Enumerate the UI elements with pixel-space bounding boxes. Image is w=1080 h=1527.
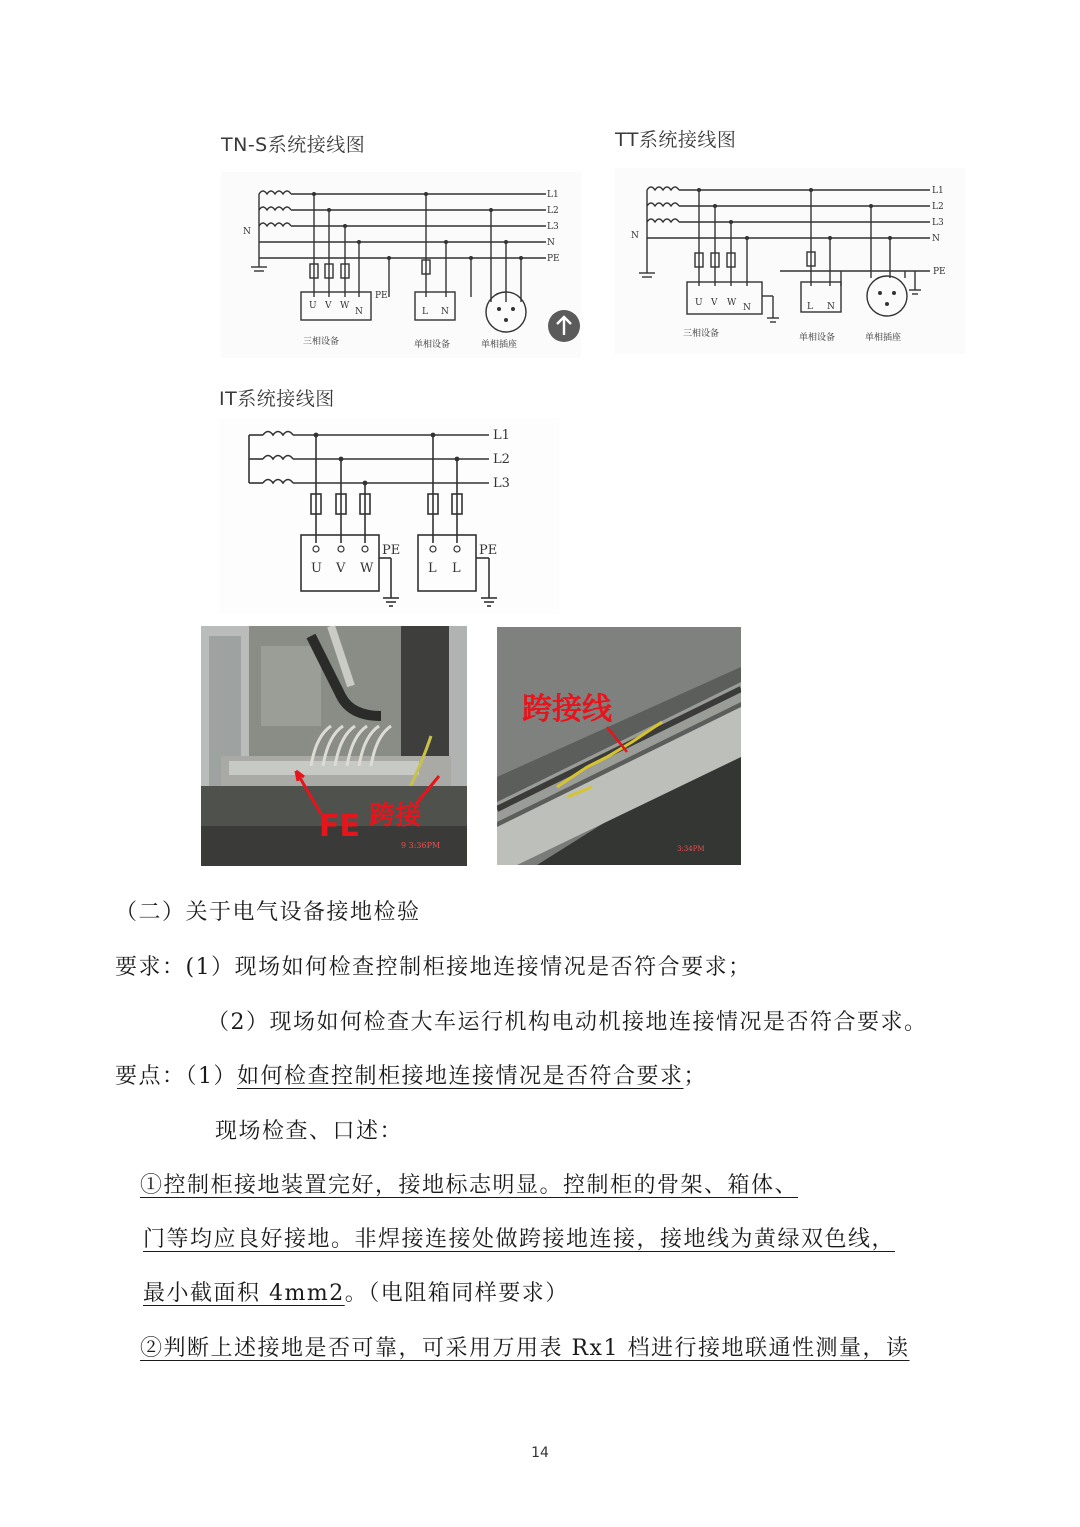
key-point-underlined: 如何检查控制柜接地连接情况是否符合要求: [237, 1064, 684, 1089]
tt-label-n: N: [932, 234, 940, 244]
tns-source-n: N: [243, 227, 251, 237]
paragraph-1-line-3-underlined: 最小截面积 4mm2: [143, 1281, 345, 1306]
tt-term-n: N: [743, 303, 751, 313]
paragraph-1-line-2: 门等均应良好接地。非焊接连接处做跨接地连接，接地线为黄绿双色线，: [143, 1227, 896, 1252]
it-term-v: V: [336, 561, 346, 576]
tns-label-l2: L2: [547, 206, 559, 216]
paragraph-1-line-3-rest: 。（电阻箱同样要求）: [344, 1281, 569, 1306]
photo-timestamp-right: 3:34PM: [677, 845, 705, 853]
it-term-u: U: [311, 561, 322, 576]
tt-label-l1: L1: [932, 186, 944, 196]
photo-label-bridge-wire: 跨接线: [522, 692, 612, 727]
key-point-prefix: 要点：（1）: [115, 1064, 237, 1089]
tt-term-u: U: [695, 298, 703, 308]
tns-caption-3ph: 三相设备: [303, 337, 340, 347]
tt-label-l2: L2: [932, 202, 944, 212]
tt-1ph-n: N: [827, 302, 835, 312]
tns-label-l3: L3: [547, 222, 559, 232]
tt-diagram: [615, 168, 965, 354]
paragraph-1-line-3: [143, 1276, 569, 1307]
tt-term-w: W: [727, 298, 737, 308]
photo-cabinet-grounding: [201, 626, 467, 866]
tns-pe-label: PE: [375, 291, 388, 301]
requirement-2: （2）现场如何检查大车运行机构电动机接地连接情况是否符合要求。: [207, 1010, 928, 1035]
requirement-1: 要求：(1）现场如何检查控制柜接地连接情况是否符合要求；: [115, 955, 752, 980]
paragraph-2-line-1: ②判断上述接地是否可靠，可采用万用表 Rx1 档进行接地联通性测量，读: [140, 1336, 910, 1361]
it-label-l3: L3: [493, 476, 510, 491]
tt-source-n: N: [631, 231, 639, 241]
page-number: 14: [531, 1445, 549, 1461]
tt-caption-socket: 单相插座: [865, 333, 902, 343]
tns-term-n: N: [355, 307, 363, 317]
tt-pe-label: PE: [933, 267, 946, 277]
tns-label-pe: PE: [547, 254, 560, 264]
key-point-1: [115, 1059, 707, 1090]
tt-label-l3: L3: [932, 218, 944, 228]
onsite-instruction: 现场检查、口述：: [215, 1119, 404, 1144]
tt-1ph-l: L: [807, 302, 813, 312]
photo-rail-bridge: [497, 627, 741, 865]
photo-label-bridge: 跨接: [369, 801, 422, 831]
key-point-suffix: ；: [683, 1064, 708, 1089]
it-pe-label-1: PE: [382, 543, 401, 558]
tns-caption-socket: 单相插座: [481, 340, 518, 350]
paragraph-1-line-1: ①控制柜接地装置完好，接地标志明显。控制柜的骨架、箱体、: [140, 1173, 799, 1198]
tns-caption-1ph: 单相设备: [414, 340, 451, 350]
tns-title: TN-S系统接线图: [221, 134, 366, 156]
it-pe-label-2: PE: [479, 543, 498, 558]
tt-term-v: V: [711, 298, 718, 308]
tt-caption-3ph: 三相设备: [683, 329, 720, 339]
tns-1ph-l: L: [422, 307, 428, 317]
it-title: IT系统接线图: [219, 388, 335, 410]
it-label-l1: L1: [493, 428, 510, 443]
tns-diagram: [221, 172, 581, 358]
tt-caption-1ph: 单相设备: [799, 333, 836, 343]
it-label-l2: L2: [493, 452, 510, 467]
tns-term-w: W: [340, 301, 350, 311]
tns-label-l1: L1: [547, 190, 559, 200]
section-heading: （二）关于电气设备接地检验: [115, 900, 421, 925]
it-1ph-l1: L: [428, 561, 437, 576]
scroll-to-top-button[interactable]: [548, 310, 580, 342]
tns-1ph-n: N: [441, 307, 449, 317]
it-diagram: [219, 418, 559, 614]
photo-timestamp: 9 3:36PM: [401, 841, 441, 850]
tt-title: TT系统接线图: [615, 129, 737, 151]
tns-term-u: U: [309, 301, 317, 311]
photo-label-fe: FE: [319, 809, 360, 844]
it-1ph-l2: L: [452, 561, 461, 576]
tns-term-v: V: [325, 301, 332, 311]
tns-label-n: N: [547, 238, 555, 248]
it-term-w: W: [360, 561, 374, 576]
